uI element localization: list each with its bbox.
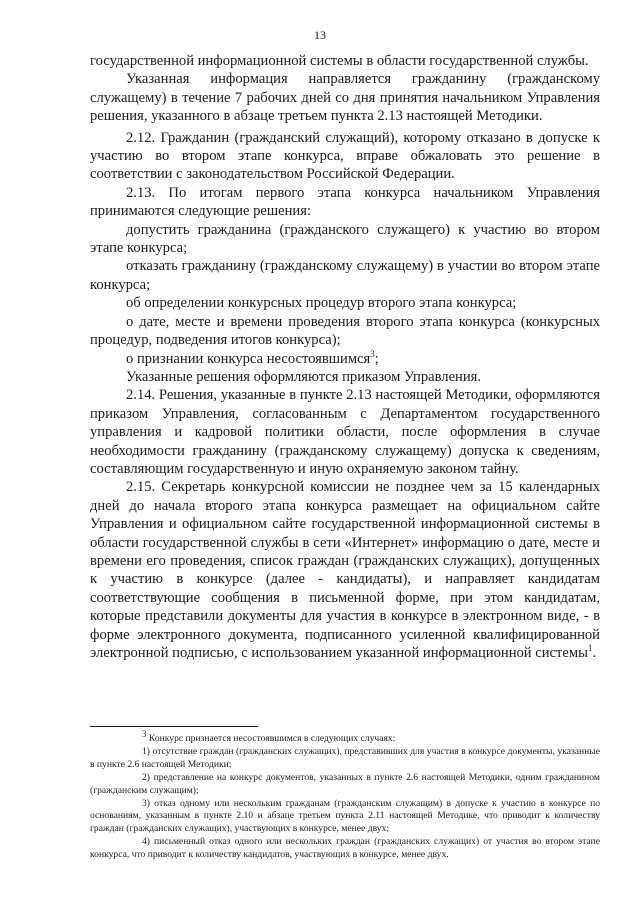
- decision-item: об определении конкурсных процедур второго этапа конкурса;: [126, 295, 517, 312]
- decision-item: допустить гражданина (гражданского служащего) к участию во втором этапе конкурса;: [90, 221, 600, 257]
- footnote-separator: [90, 726, 258, 727]
- paragraph: государственной информационной системы в области государственной службы.: [90, 53, 589, 69]
- footnote: [90, 728, 600, 746]
- paragraph: Указанные решения оформляются приказом Управления.: [126, 368, 482, 385]
- footnote-item: 4) письменный отказ одного или нескольких граждан (гражданских служащих) от участия во втором этапе конкурса, что приводит к количеству кандидатов, участвующих в конкурсе, менее двух.: [90, 836, 600, 861]
- decision-item: о признании конкурса несостоявшимся$^3$;: [126, 348, 379, 367]
- footnote-marker: 3: [142, 728, 147, 739]
- paragraph: 2.13. По итогам первого этапа конкурса начальником Управления принимаются следующие решения:: [90, 184, 600, 220]
- page-number: 13: [314, 28, 326, 42]
- decision-item: о дате, месте и времени проведения второго этапа конкурса (конкурсных процедур, подведения итогов конкурса);: [90, 313, 600, 349]
- paragraph: 2.14. Решения, указанные в пункте 2.13 настоящей Методики, оформляются приказом Управления, согласованным с Департаментом государственного управления и кадровой политики области, после оформления в случае необходимости гражданину (гражданскому служащему) допуска к сведениям, составляющим государственную и иную охраняемую законом тайну.: [90, 387, 600, 477]
- footnote-ref: 1: [587, 643, 593, 654]
- body-text: [90, 52, 600, 662]
- paragraph: Указанная информация направляется гражданину (гражданскому служащему) в течение 7 рабочих дней со дня принятия начальником Управления решения, указанного в абзаце третьем пункта 2.13 настоящей Методики.: [90, 71, 600, 125]
- paragraph: 2.12. Гражданин (гражданский служащий), которому отказано в допуске к участию во втором этапе конкурса, вправе обжаловать это решение в соответствии с законодательством Российской Федерации.: [90, 129, 600, 183]
- footnote-text: Конкурс признается несостоявшимся в следующих случаях:: [148, 733, 396, 744]
- paragraph-text: 2.15. Секретарь конкурсной комиссии не позднее чем за 15 календарных дней до начала второго этапа конкурса размещает на официальном сайте Управления и официальном сайте государственной информационной системы в области государственной службы в сети «Интернет» информацию о дате, месте и времени его проведения, список граждан (гражданских служащих), допущенных к участию в конкурсе (далее - кандидаты), и направляет кандидатам соответствующие сообщения в письменной форме, при этом кандидатам, которые представили документы для участия в конкурсе в электронном виде, - в форме электронного документа, подписанного усиленной квалифицированной электронной подписью, с использованием указанной информационной системы: [90, 479, 600, 661]
- decision-item-text: о признании конкурса несостоявшимся: [126, 350, 371, 367]
- footnotes: [90, 728, 600, 862]
- paragraph: 2.15. Секретарь конкурсной комиссии не позднее чем за 15 календарных дней до начала второго этапа конкурса размещает на официальном сайте Управления и официальном сайте государственной информационной системы в области государственной службы в сети «Интернет» информацию о дате, месте и времени его проведения, список граждан (гражданских служащих), допущенных к участию в конкурсе (далее - кандидаты), и направляет кандидатам соответствующие сообщения в письменной форме, при этом кандидатам, которые представили документы для участия в конкурсе в электронном виде, - в форме электронного документа, подписанного усиленной квалифицированной электронной подписью, с использованием указанной информационной системы$^1$.: [90, 479, 600, 661]
- footnote-ref: 3: [370, 348, 375, 359]
- footnote-item: 2) представление на конкурс документов, указанных в пункте 2.6 настоящей Методики, одним гражданином (гражданским служащим);: [90, 771, 600, 796]
- footnote-item: 3) отказ одному или нескольким гражданам (гражданским служащим) в допуске к участию в конкурсе по основаниям, указанным в пункте 2.10 и абзаце третьем пункта 2.11 настоящей Методике, что приводит к количеству граждан (гражданских служащих), участвующих в конкурсе, менее двух;: [90, 797, 600, 835]
- decision-item: отказать гражданину (гражданскому служащему) в участии во втором этапе конкурса;: [90, 258, 600, 293]
- footnote-item: 1) отсутствие граждан (гражданских служащих), представивших для участия в конкурсе документы, указанные в пункте 2.6 настоящей Методики;: [90, 745, 600, 770]
